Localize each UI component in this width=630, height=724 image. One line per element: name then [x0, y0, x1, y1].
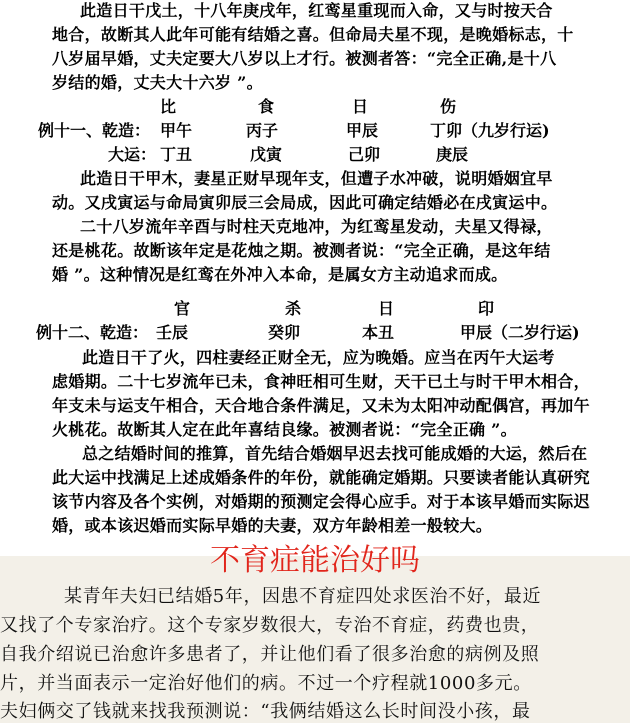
- article-line: 片，并当面表示一定治好他们的病。不过一个疗程就1000多元。: [0, 673, 532, 694]
- text-line: 还是桃花。故断该年定是花烛之期。被测者说：“完全正确，是这年结: [52, 241, 551, 260]
- dayun-pillar: 丁丑: [160, 145, 193, 164]
- example-label: 例十一、乾造：: [38, 121, 151, 140]
- ten-god-label: 比: [160, 97, 177, 116]
- dayun-pillar: 己卯: [348, 145, 381, 164]
- text-line: 二十八岁流年辛酉与时柱天克地冲，为红鸾星发动，夫星又得禄，: [80, 217, 553, 236]
- text-line: 动。又戌寅运与命局寅卯辰三会局成，因此可确定结婚必在戌寅运中。: [52, 193, 558, 212]
- pillar: 本丑: [362, 323, 395, 342]
- dayun-pillar: 戊寅: [250, 145, 283, 164]
- text-line: 年支未与运支午相合，天合地合条件满足，又未为太阳冲动配偶宫，再加午: [52, 396, 590, 415]
- ten-god-label: 日: [378, 299, 395, 318]
- article-title: 不育症能治好吗: [210, 543, 420, 578]
- text-line: 婚 ”。这种情况是红鸾在外冲入本命，是属女方主动追求而成。: [52, 265, 508, 284]
- example-label: 例十二、乾造：: [36, 323, 149, 342]
- text-line: 此大运中找满足上述成婚条件的年份，就能确定婚期。只要读者能认真研究: [52, 468, 590, 487]
- ten-god-label: 印: [478, 299, 495, 318]
- pillar: 丙子: [246, 121, 279, 140]
- text-line: 虑婚期。二十七岁流年已未，食神旺相可生财，天干已土与时干甲木相合，: [52, 372, 590, 391]
- pillar: 甲午: [160, 121, 193, 140]
- dayun-label: 大运：: [108, 145, 157, 164]
- text-line: 婚，或本该迟婚而实际早婚的夫妻，双方年龄相差一般较大。: [52, 516, 493, 535]
- text-line: 地合，故断其人此年可能有结婚之喜。但命局夫星不现，是晚婚标志，十: [52, 25, 574, 44]
- dayun-pillar: 庚辰: [436, 145, 469, 164]
- text-line: 该节内容及各个实例，对婚期的预测定会得心应手。对于本该早婚而实际迟: [52, 492, 590, 511]
- article-line: 某青年夫妇已结婚5年，因患不育症四处求医治不好，最近: [64, 586, 542, 607]
- text-line: 此造日干甲木，妻星正财早现年支，但遭子水冲破，说明婚姻宜早: [80, 169, 553, 188]
- text-line: 总之结婚时间的推算，首先结合婚姻早迟去找可能成婚的大运，然后在: [82, 444, 588, 463]
- ten-god-label: 日: [352, 97, 369, 116]
- article-line: 又找了个专家治疗。这个专家岁数很大，专治不育症，药费也贵，: [0, 615, 540, 636]
- ten-god-label: 食: [258, 97, 275, 116]
- ten-god-label: 官: [174, 299, 191, 318]
- pillar: 甲辰: [346, 121, 379, 140]
- pillar: 甲辰（二岁行运): [460, 323, 580, 342]
- text-line: 火桃花。故断其人定在此年喜结良缘。被测者说：“完全正确 ”。: [52, 420, 517, 439]
- ten-god-label: 杀: [285, 299, 302, 318]
- text-line: 此造日干戊土，十八年庚戌年，红鸾星重现而入命，又与时按天合: [80, 1, 553, 20]
- article-background: [0, 556, 630, 723]
- text-line: 岁结的婚，丈夫大十六岁 ”。: [52, 73, 263, 92]
- pillar: 丁卯（九岁行运): [430, 121, 550, 140]
- text-line: 此造日干了火，四柱妻经正财全无，应为晚婚。应当在丙午大运考: [82, 348, 555, 367]
- article-line: 自我介绍说已治愈许多患者了，并让他们看了很多治愈的病例及照: [0, 644, 540, 665]
- pillar: 壬辰: [156, 323, 189, 342]
- text-line: 八岁届早婚，丈夫定要大八岁以上才行。被测者答：“完全正确,是十八: [52, 49, 557, 68]
- pillar: 癸卯: [268, 323, 301, 342]
- ten-god-label: 伤: [440, 97, 457, 116]
- article-line: 夫妇俩交了钱就来找我预测说：“我俩结婚这么长时间没小孩，最: [0, 701, 531, 722]
